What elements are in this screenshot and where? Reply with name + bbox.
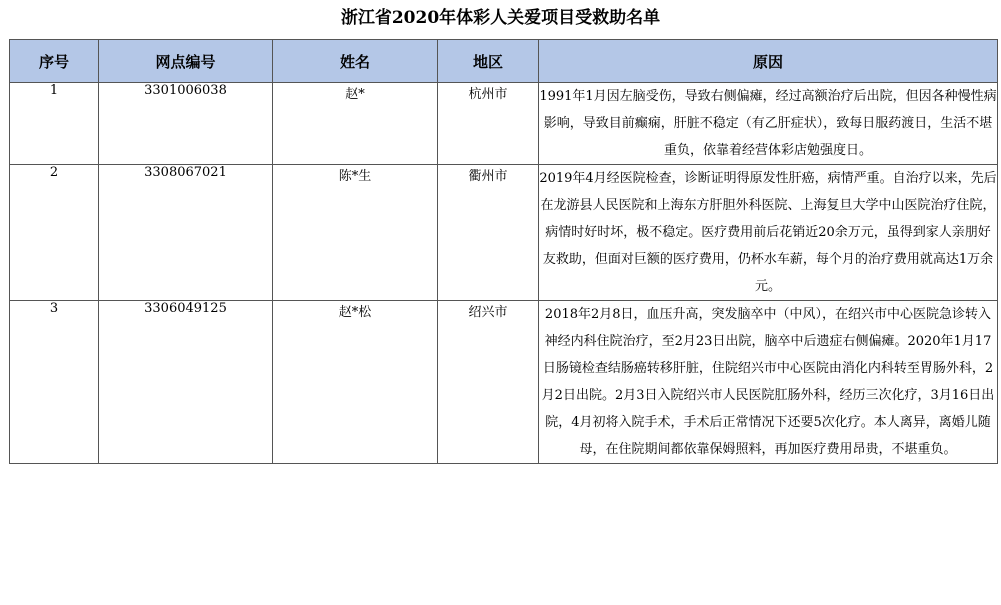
cell-seq: 2 (10, 165, 99, 301)
cell-name: 赵*松 (273, 301, 438, 464)
table-row (10, 165, 998, 301)
table-row (10, 83, 998, 165)
cell-name: 陈*生 (273, 165, 438, 301)
table-row (10, 301, 998, 464)
header-region: 地区 (438, 40, 539, 83)
cell-reason: 2019年4月经医院检查，诊断证明得原发性肝癌，病情严重。自治疗以来，先后在龙游县人民医院和上海东方肝胆外科医院、上海复旦大学中山医院治疗住院，病情时好时坏，极不稳定。医疗费用前后花销近20余万元，虽得到家人亲朋好友救助，但面对巨额的医疗费用，仍杯水车薪，每个月的治疗费用就高达1万余元。 (539, 165, 998, 301)
cell-region: 杭州市 (438, 83, 539, 165)
document-title: 浙江省2020年体彩人关爱项目受救助名单 (340, 8, 661, 28)
cell-outlet-number: 3308067021 (99, 165, 273, 301)
cell-reason: 2018年2月8日，血压升高，突发脑卒中（中风），在绍兴市中心医院急诊转入神经内科住院治疗，至2月23日出院，脑卒中后遗症右侧偏瘫。2020年1月17日肠镜检查结肠癌转移肝脏，住院绍兴市中心医院由消化内科转至胃肠外科，2月2日出院。2月3日入院绍兴市人民医院肛肠外科，经历三次化疗，3月16日出院，4月初将入院手术，手术后正常情况下还要5次化疗。本人离异，离婚儿随母，在住院期间都依靠保姆照料，再加医疗费用昂贵，不堪重负。 (539, 301, 998, 464)
cell-outlet-number: 3301006038 (99, 83, 273, 165)
cell-reason: 1991年1月因左脑受伤，导致右侧偏瘫，经过高额治疗后出院，但因各种慢性病影响，导致目前癫痫，肝脏不稳定（有乙肝症状），致每日服药渡日，生活不堪重负，依靠着经营体彩店勉强度日。 (539, 83, 998, 165)
cell-region: 绍兴市 (438, 301, 539, 464)
header-name: 姓名 (273, 40, 438, 83)
cell-seq: 1 (10, 83, 99, 165)
header-outlet-number: 网点编号 (99, 40, 273, 83)
header-seq: 序号 (10, 40, 99, 83)
aid-recipients-table (9, 39, 998, 464)
cell-seq: 3 (10, 301, 99, 464)
cell-outlet-number: 3306049125 (99, 301, 273, 464)
header-reason: 原因 (539, 40, 998, 83)
cell-region: 衢州市 (438, 165, 539, 301)
table-header-row (10, 40, 998, 83)
cell-name: 赵* (273, 83, 438, 165)
